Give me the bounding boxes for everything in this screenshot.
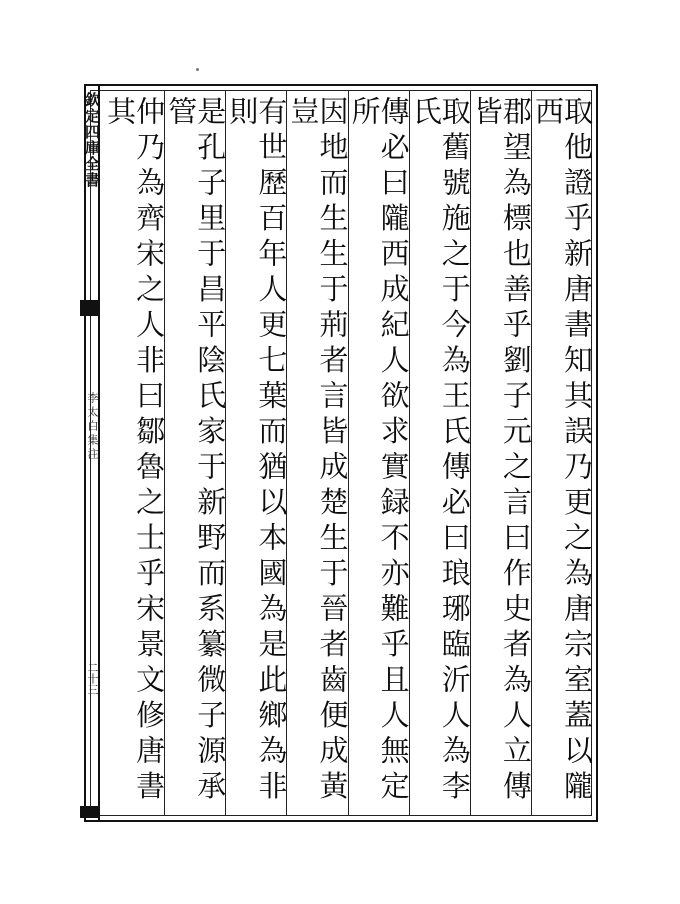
text-column (470, 90, 531, 816)
text-columns (104, 90, 592, 816)
fishtail-mark-top (80, 300, 100, 316)
column-text: 仲乃為齊宋之人非曰鄒魯之士乎宋景文修唐書其 (103, 96, 167, 806)
text-column (348, 90, 409, 816)
text-column (225, 90, 289, 816)
paper-speck (196, 68, 199, 71)
column-text: 因地而生生于荊者言皆成楚生于晉者齒便成黃豈 (286, 96, 350, 806)
text-column (103, 90, 167, 816)
fishtail-mark-bottom (80, 806, 100, 818)
column-text: 取舊號施之于今為王氏傳必曰琅琊臨沂人為李氏 (408, 96, 472, 806)
margin-folio-number: 二十三 (86, 662, 99, 695)
column-text: 傳必曰隴西成紀人欲求實録不亦難乎且人無定所 (347, 96, 411, 806)
text-column (164, 90, 228, 816)
text-column (286, 90, 350, 816)
column-text: 是孔子里于昌平陰氏家于新野而系纂微子源承管 (164, 96, 228, 806)
column-text: 取他證乎新唐書知其誤乃更之為唐宗室蓋以隴西 (530, 96, 594, 806)
margin-volume-title: 李太白集注 (86, 392, 99, 462)
column-text: 有世歷百年人更七葉而猶以本國為是此鄉為非則 (225, 96, 289, 806)
text-column (531, 90, 592, 816)
text-column (409, 90, 470, 816)
column-text: 郡望為標也善乎劉子元之言曰作史者為人立傳皆 (469, 96, 533, 806)
margin-book-title: 欽定四庫全書 (83, 92, 101, 188)
